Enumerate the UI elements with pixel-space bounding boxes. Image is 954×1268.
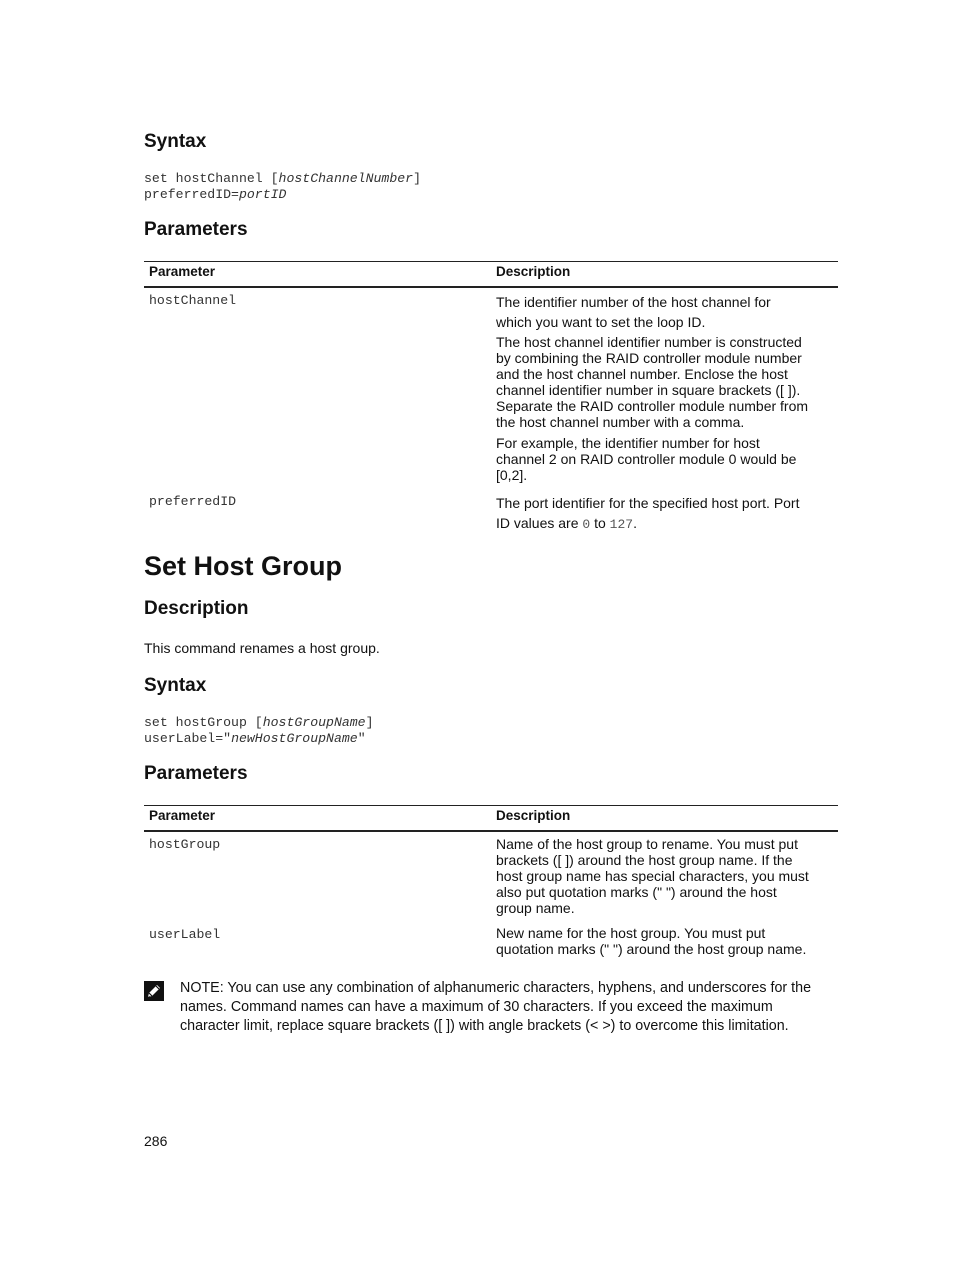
note-label: NOTE:: [180, 980, 224, 996]
parameters-heading: Parameters: [144, 763, 248, 784]
syntax-heading: Syntax: [144, 131, 207, 152]
note-line: [180, 979, 845, 998]
description-line: channel 2 on RAID controller module 0 would be: [496, 451, 797, 467]
syntax-code-variable: newHostGroupName: [231, 731, 358, 746]
param-description: [496, 292, 841, 483]
column-header-description: Description: [496, 264, 571, 279]
description-line: New name for the host group. You must put: [496, 925, 766, 941]
description-line: by combining the RAID controller module number: [496, 350, 802, 366]
description-line: which you want to set the loop ID.: [496, 314, 706, 330]
syntax-code-variable: hostChannelNumber: [278, 171, 414, 186]
syntax-heading: Syntax: [144, 675, 207, 696]
syntax-code-line2: [144, 187, 286, 202]
section-title: Set Host Group: [144, 551, 343, 581]
table-header-rule: [144, 286, 838, 288]
table-top-rule: [144, 261, 838, 262]
description-line: The port identifier for the specified host port. Port: [496, 495, 800, 511]
table-header-rule: [144, 830, 838, 832]
description-line: [0,2].: [496, 467, 528, 483]
syntax-code-variable: portID: [238, 187, 287, 202]
syntax-code-text: ": [357, 731, 366, 746]
param-name: userLabel: [149, 927, 221, 942]
syntax-code-text: set hostChannel [: [144, 171, 279, 186]
note-text: [180, 979, 845, 1036]
param-description: [496, 925, 841, 957]
inline-code: 127: [609, 517, 634, 532]
description-text: ID values are: [496, 515, 583, 531]
description-line: and the host channel number. Enclose the host: [496, 366, 788, 382]
description-line: Name of the host group to rename. You must put: [496, 836, 798, 852]
description-line: [496, 513, 841, 535]
syntax-code-text: ]: [413, 171, 422, 186]
description-line: also put quotation marks (" ") around the host: [496, 884, 777, 900]
parameters-heading: Parameters: [144, 219, 248, 240]
syntax-code-line1: [144, 715, 374, 730]
param-name: hostChannel: [149, 293, 237, 308]
syntax-code-text: preferredID=: [144, 187, 239, 202]
param-name: hostGroup: [149, 837, 221, 852]
description-line: group name.: [496, 900, 575, 916]
syntax-code-text: set hostGroup [: [144, 715, 263, 730]
description-text: to: [590, 515, 610, 531]
description-line: channel identifier number in square brackets ([ ]).: [496, 382, 801, 398]
page-number: 286: [144, 1133, 168, 1149]
description-line: brackets ([ ]) around the host group name. If the: [496, 852, 793, 868]
description-line: quotation marks (" ") around the host group name.: [496, 941, 807, 957]
param-description: [496, 493, 841, 535]
note-line: names. Command names can have a maximum of 30 characters. If you exceed the maximum: [180, 999, 773, 1015]
description-text: This command renames a host group.: [144, 640, 380, 656]
column-header-parameter: Parameter: [149, 808, 216, 823]
description-line: For example, the identifier number for host: [496, 435, 760, 451]
inline-code: 0: [582, 517, 591, 532]
description-line: The host channel identifier number is constructed: [496, 334, 802, 350]
column-header-parameter: Parameter: [149, 264, 216, 279]
syntax-code-line2: [144, 731, 366, 746]
description-line: host group name has special characters, you must: [496, 868, 809, 884]
syntax-code-text: ]: [365, 715, 374, 730]
pencil-note-icon: [144, 981, 164, 1001]
column-header-description: Description: [496, 808, 571, 823]
syntax-code-text: userLabel=": [144, 731, 232, 746]
table-top-rule: [144, 805, 838, 806]
note-line: character limit, replace square brackets ([ ]) with angle brackets (< >) to overcome this limitation.: [180, 1018, 789, 1034]
param-description: [496, 836, 841, 916]
description-heading: Description: [144, 598, 249, 619]
description-line: the host channel number with a comma.: [496, 414, 745, 430]
note-body: You can use any combination of alphanumeric characters, hyphens, and underscores for the: [223, 980, 812, 996]
description-line: Separate the RAID controller module number from: [496, 398, 809, 414]
syntax-code-variable: hostGroupName: [262, 715, 366, 730]
description-line: The identifier number of the host channel for: [496, 294, 771, 310]
description-text: .: [633, 515, 637, 531]
param-name: preferredID: [149, 494, 237, 509]
syntax-code-line1: [144, 171, 421, 186]
